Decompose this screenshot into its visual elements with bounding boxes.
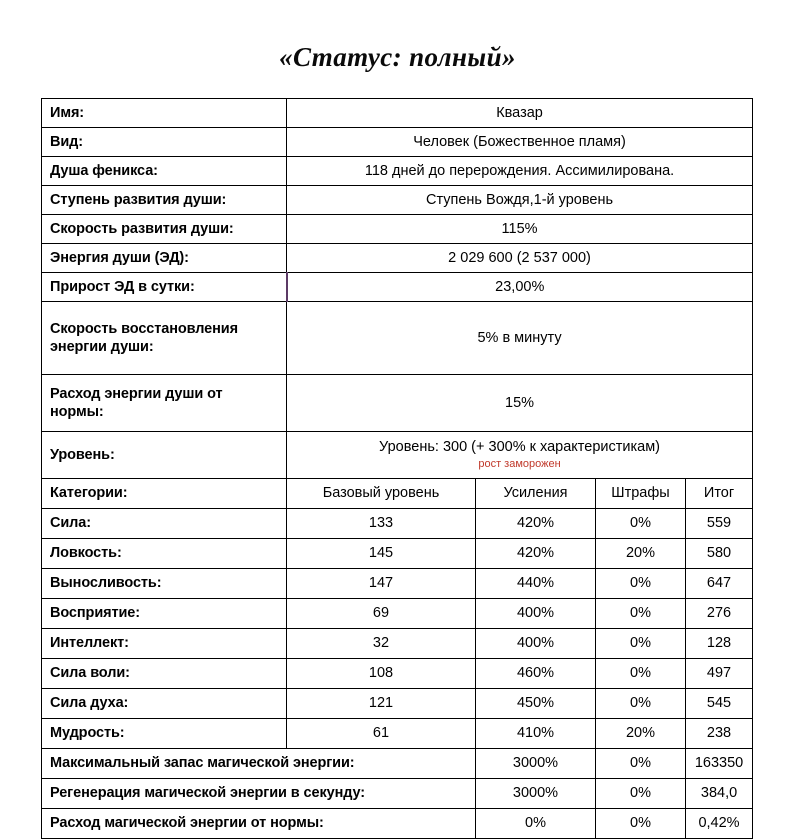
stats-header-buff: Усиления — [476, 479, 596, 509]
table-row — [42, 215, 753, 244]
stat-buff: 460% — [476, 659, 596, 689]
wide-stat-buff: 3000% — [476, 779, 596, 809]
table-row — [42, 509, 753, 539]
stat-base: 133 — [287, 509, 476, 539]
stat-category: Сила духа: — [42, 689, 287, 719]
stat-total: 545 — [686, 689, 753, 719]
row-label-phoenix-soul: Душа феникса: — [42, 157, 287, 186]
row-value-level — [287, 432, 753, 479]
stats-header-total: Итог — [686, 479, 753, 509]
row-value-soul-growth-rate: 115% — [287, 215, 753, 244]
row-label-soul-stage: Ступень развития души: — [42, 186, 287, 215]
stat-total: 647 — [686, 569, 753, 599]
table-row — [42, 186, 753, 215]
table-row — [42, 569, 753, 599]
wide-stat-label: Максимальный запас магической энергии: — [42, 749, 476, 779]
table-row — [42, 128, 753, 157]
table-row — [42, 779, 753, 809]
stats-header-base: Базовый уровень — [287, 479, 476, 509]
level-frozen-note: рост заморожен — [478, 458, 561, 471]
table-row — [42, 659, 753, 689]
row-value-name: Квазар — [287, 99, 753, 128]
page-title: «Статус: полный» — [279, 42, 516, 72]
stat-base: 121 — [287, 689, 476, 719]
stats-header-categories: Категории: — [42, 479, 287, 509]
wide-stat-total: 384,0 — [686, 779, 753, 809]
row-value-soul-stage: Ступень Вождя,1-й уровень — [287, 186, 753, 215]
stat-total: 276 — [686, 599, 753, 629]
level-main-text: Уровень: 300 (+ 300% к характеристикам) — [379, 438, 660, 455]
stat-penalty: 20% — [596, 539, 686, 569]
stat-total: 580 — [686, 539, 753, 569]
stat-total: 497 — [686, 659, 753, 689]
stat-category: Ловкость: — [42, 539, 287, 569]
table-row — [42, 539, 753, 569]
table-row — [42, 599, 753, 629]
wide-stat-buff: 3000% — [476, 749, 596, 779]
stats-header-penalty: Штрафы — [596, 479, 686, 509]
table-row — [42, 273, 753, 302]
row-label-name: Имя: — [42, 99, 287, 128]
table-row — [42, 749, 753, 779]
stat-penalty: 0% — [596, 599, 686, 629]
row-value-soul-energy: 2 029 600 (2 537 000) — [287, 244, 753, 273]
row-value-daily-energy-gain: 23,00% — [287, 273, 753, 302]
stat-total: 128 — [686, 629, 753, 659]
stat-penalty: 0% — [596, 569, 686, 599]
stat-buff: 400% — [476, 599, 596, 629]
stat-category: Выносливость: — [42, 569, 287, 599]
stat-base: 108 — [287, 659, 476, 689]
wide-stat-label: Регенерация магической энергии в секунду: — [42, 779, 476, 809]
row-label-daily-energy-gain: Прирост ЭД в сутки: — [42, 273, 287, 302]
stat-base: 32 — [287, 629, 476, 659]
stat-category: Восприятие: — [42, 599, 287, 629]
row-label-energy-recovery: Скорость восстановления энергии души: — [42, 302, 287, 375]
stat-category: Мудрость: — [42, 719, 287, 749]
stat-category: Сила воли: — [42, 659, 287, 689]
wide-stat-penalty: 0% — [596, 779, 686, 809]
stat-buff: 450% — [476, 689, 596, 719]
stat-total: 238 — [686, 719, 753, 749]
stat-buff: 420% — [476, 539, 596, 569]
row-label-level: Уровень: — [42, 432, 287, 479]
wide-stat-penalty: 0% — [596, 809, 686, 839]
row-label-soul-energy: Энергия души (ЭД): — [42, 244, 287, 273]
stat-category: Интеллект: — [42, 629, 287, 659]
stat-penalty: 0% — [596, 689, 686, 719]
wide-stat-total: 163350 — [686, 749, 753, 779]
table-row — [42, 719, 753, 749]
wide-stat-total: 0,42% — [686, 809, 753, 839]
character-status-table — [41, 98, 753, 839]
stat-category: Сила: — [42, 509, 287, 539]
stat-base: 61 — [287, 719, 476, 749]
table-row-level — [42, 432, 753, 479]
row-label-species: Вид: — [42, 128, 287, 157]
table-row — [42, 629, 753, 659]
wide-stat-penalty: 0% — [596, 749, 686, 779]
stat-buff: 410% — [476, 719, 596, 749]
stat-buff: 420% — [476, 509, 596, 539]
stat-buff: 400% — [476, 629, 596, 659]
stat-base: 147 — [287, 569, 476, 599]
row-value-energy-recovery: 5% в минуту — [287, 302, 753, 375]
stat-base: 145 — [287, 539, 476, 569]
stats-header-row — [42, 479, 753, 509]
table-row — [42, 375, 753, 432]
wide-stat-buff: 0% — [476, 809, 596, 839]
row-value-species: Человек (Божественное пламя) — [287, 128, 753, 157]
row-label-soul-growth-rate: Скорость развития души: — [42, 215, 287, 244]
row-value-energy-consumption: 15% — [287, 375, 753, 432]
stat-penalty: 0% — [596, 509, 686, 539]
stat-penalty: 0% — [596, 629, 686, 659]
stat-total: 559 — [686, 509, 753, 539]
table-row — [42, 244, 753, 273]
table-row — [42, 809, 753, 839]
stat-buff: 440% — [476, 569, 596, 599]
row-value-phoenix-soul: 118 дней до перерождения. Ассимилирована. — [287, 157, 753, 186]
table-row — [42, 99, 753, 128]
table-row — [42, 302, 753, 375]
row-label-energy-consumption: Расход энергии души от нормы: — [42, 375, 287, 432]
stat-penalty: 0% — [596, 659, 686, 689]
table-row — [42, 157, 753, 186]
table-row — [42, 689, 753, 719]
wide-stat-label: Расход магической энергии от нормы: — [42, 809, 476, 839]
stat-penalty: 20% — [596, 719, 686, 749]
stat-base: 69 — [287, 599, 476, 629]
